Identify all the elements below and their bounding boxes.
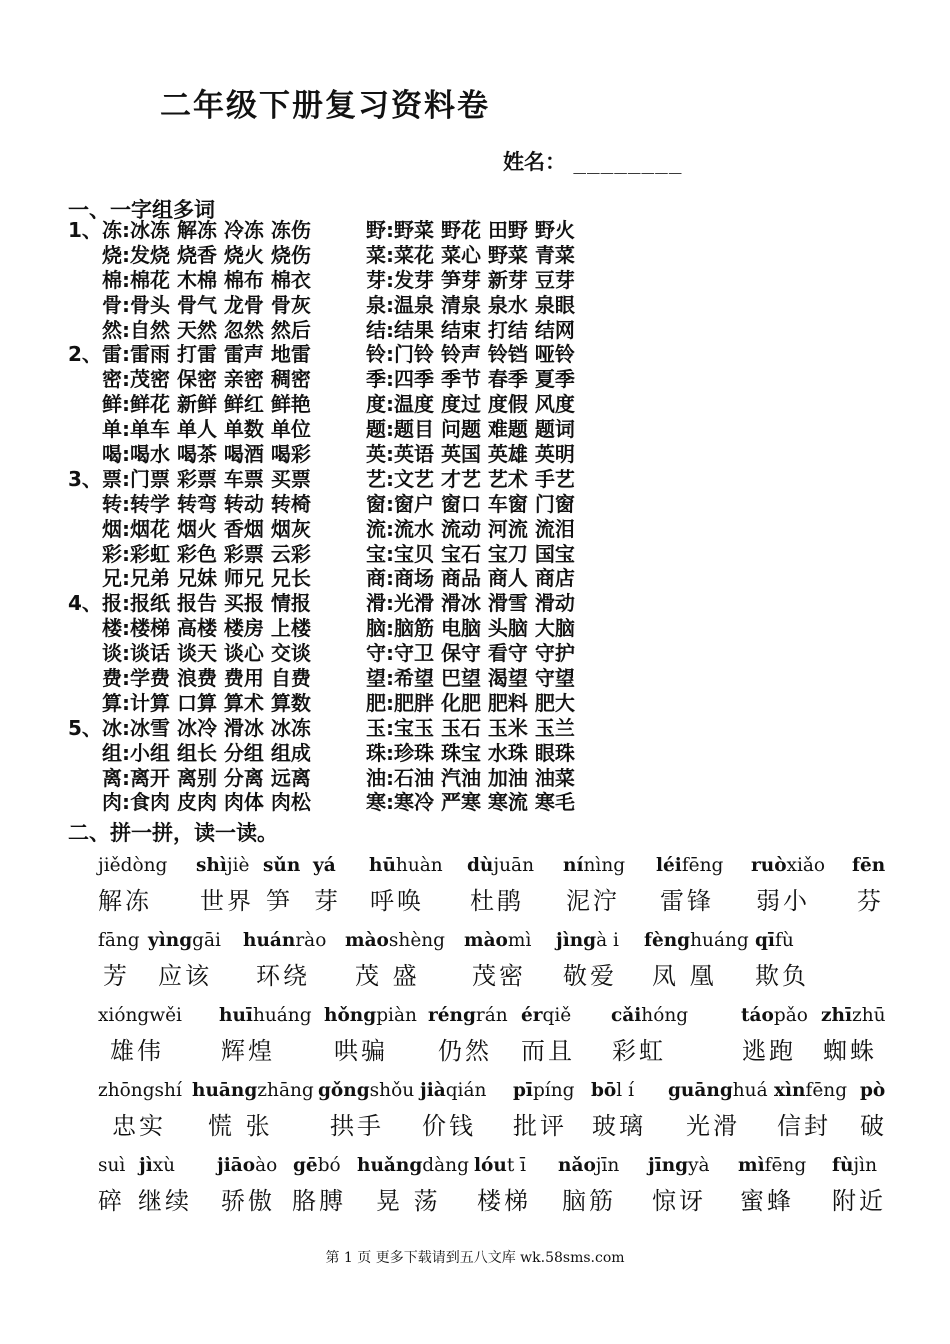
pinyin-normal-part: nìng — [583, 855, 626, 876]
pinyin-normal-part: xióngwěi — [98, 1005, 182, 1026]
pinyin-bold-part: bō — [591, 1080, 617, 1101]
vocab-right-entry: 题:题目 问题 难题 题词 — [366, 417, 575, 442]
vocab-left-entry: 彩:彩虹 彩色 彩票 云彩 — [102, 541, 311, 566]
pinyin-bold-part: jì — [139, 1155, 153, 1176]
vocab-row — [68, 392, 628, 417]
hanzi-word: 世界 — [200, 887, 254, 915]
vocab-left-entry: 票:门票 彩票 车票 买票 — [102, 466, 311, 491]
hanzi-word: 蜜蜂 — [740, 1187, 794, 1215]
pinyin-item — [345, 930, 445, 951]
pinyin-normal-part: rào — [295, 930, 327, 951]
vocab-right-entry: 商:商场 商品 商人 商店 — [366, 566, 575, 591]
vocab-right-entry: 季:四季 季节 春季 夏季 — [366, 367, 575, 392]
pinyin-item — [648, 1155, 710, 1176]
pinyin-normal-part: qiě — [542, 1005, 572, 1026]
vocab-row — [68, 566, 628, 591]
vocab-right-entry: 寒:寒冷 严寒 寒流 寒毛 — [366, 790, 575, 815]
pinyin-bold-part: xìn — [774, 1080, 806, 1101]
vocab-row — [68, 716, 628, 741]
vocab-right-entry: 野:野菜 野花 田野 野火 — [366, 218, 575, 242]
vocab-left-entry: 密:茂密 保密 亲密 稠密 — [102, 367, 311, 392]
vocab-row — [68, 417, 628, 442]
hanzi-word: 逃跑 — [742, 1037, 796, 1065]
vocab-right-entry: 望:希望 巴望 渴望 守望 — [366, 666, 575, 691]
vocab-left-entry: 骨:骨头 骨气 龙骨 骨灰 — [102, 292, 311, 317]
hanzi-word: 玻璃 — [592, 1112, 646, 1140]
hanzi-line — [0, 881, 950, 915]
pinyin-normal-part: ào — [255, 1155, 278, 1176]
pinyin-bold-part: nǎo — [558, 1155, 596, 1176]
vocab-left-entry: 楼:楼梯 高楼 楼房 上楼 — [102, 616, 311, 641]
pinyin-bold-part: fèng — [644, 930, 691, 951]
pinyin-bold-part: fù — [832, 1155, 854, 1176]
pinyin-bold-part: jīng — [648, 1155, 689, 1176]
pinyin-item — [556, 930, 619, 951]
pinyin-item — [263, 855, 300, 876]
pinyin-line — [0, 855, 950, 881]
pinyin-item — [558, 1155, 619, 1176]
pinyin-item — [464, 930, 531, 951]
pinyin-normal-part: pǎo — [773, 1005, 808, 1026]
pinyin-bold-part: cǎi — [611, 1005, 642, 1026]
page-footer: 第 1 页 更多下载请到五八文库 wk.58sms.com — [325, 1250, 625, 1266]
vocab-right-entry: 脑:脑筋 电脑 头脑 大脑 — [366, 616, 575, 641]
pinyin-item — [563, 855, 625, 876]
hanzi-word: 彩虹 — [612, 1037, 666, 1065]
pinyin-line — [0, 1155, 950, 1181]
vocab-right-entry: 油:石油 汽油 加油 油菜 — [366, 765, 575, 790]
hanzi-word: 光滑 — [686, 1112, 740, 1140]
pinyin-item — [369, 855, 443, 876]
pinyin-item — [98, 1155, 125, 1176]
vocab-right-entry: 芽:发芽 笋芽 新芽 豆芽 — [366, 267, 575, 292]
pinyin-normal-part: zhōngshí — [98, 1080, 182, 1101]
vocab-row — [68, 542, 628, 567]
pinyin-bold-part: gē — [293, 1155, 318, 1176]
vocab-left-entry: 雷:雷雨 打雷 雷声 地雷 — [102, 342, 311, 367]
hanzi-word: 芽 — [314, 887, 341, 915]
pinyin-item — [860, 1080, 885, 1101]
vocab-left-entry: 组:小组 组长 分组 组成 — [102, 740, 311, 765]
vocab-left-entry: 算:计算 口算 算术 算数 — [102, 690, 311, 715]
pinyin-normal-part: juān — [493, 855, 534, 876]
pinyin-bold-part: qī — [755, 930, 775, 951]
pinyin-normal-part: jìn — [853, 1155, 877, 1176]
pinyin-bold-part: sǔn — [263, 855, 301, 876]
pinyin-item — [293, 1155, 341, 1176]
hanzi-line — [0, 956, 950, 990]
vocab-left-entry: 烟:烟花 烟火 香烟 烟灰 — [102, 516, 311, 541]
vocab-left-entry: 转:转学 转弯 转动 转椅 — [102, 491, 311, 516]
vocab-right-entry: 结:结果 结束 打结 结网 — [366, 317, 575, 342]
pinyin-item — [324, 1005, 417, 1026]
name-blank: ________ — [573, 150, 683, 174]
pinyin-group — [0, 1155, 950, 1215]
vocab-left-entry: 单:单车 单人 单数 单位 — [102, 417, 311, 442]
pinyin-item — [751, 855, 825, 876]
vocab-row — [68, 442, 628, 467]
vocab-right-entry: 窗:窗户 窗口 车窗 门窗 — [366, 491, 575, 516]
pinyin-bold-part: mào — [464, 930, 508, 951]
vocab-row-number: 5、 — [68, 715, 102, 740]
vocab-left-entry: 喝:喝水 喝茶 喝酒 喝彩 — [102, 442, 311, 467]
hanzi-word: 仍然 — [438, 1037, 492, 1065]
hanzi-word: 雷锋 — [660, 887, 714, 915]
pinyin-bold-part: mào — [345, 930, 389, 951]
pinyin-line — [0, 1080, 950, 1106]
pinyin-bold-part: pò — [860, 1080, 886, 1101]
vocab-row — [68, 342, 628, 367]
hanzi-word: 笋 — [266, 887, 293, 915]
pinyin-item — [217, 1155, 277, 1176]
hanzi-word: 楼梯 — [477, 1187, 531, 1215]
pinyin-normal-part: l í — [616, 1080, 634, 1101]
pinyin-normal-part: zhāng — [257, 1080, 314, 1101]
pinyin-bold-part: táo — [741, 1005, 774, 1026]
pinyin-bold-part: yìng — [148, 930, 193, 951]
pinyin-group — [0, 930, 950, 990]
hanzi-word: 价钱 — [422, 1112, 476, 1140]
pinyin-normal-part: piàn — [376, 1005, 417, 1026]
hanzi-word: 凤 凰 — [652, 962, 717, 990]
pinyin-normal-part: jīn — [595, 1155, 620, 1176]
vocab-left-entry: 棉:棉花 木棉 棉布 棉衣 — [102, 267, 311, 292]
pinyin-line — [0, 1005, 950, 1031]
hanzi-word: 欺负 — [755, 962, 809, 990]
vocab-left-entry: 冰:冰雪 冰冷 滑冰 冰冻 — [102, 715, 311, 740]
vocab-row — [68, 790, 628, 815]
vocab-left-entry: 兄:兄弟 兄妹 师兄 兄长 — [102, 566, 311, 591]
hanzi-word: 忠实 — [112, 1112, 166, 1140]
pinyin-bold-part: ruò — [751, 855, 787, 876]
pinyin-normal-part: fāng — [98, 930, 140, 951]
pinyin-item — [474, 1155, 526, 1176]
pinyin-normal-part: rán — [475, 1005, 508, 1026]
vocab-row — [68, 268, 628, 293]
hanzi-word: 骄傲 — [221, 1187, 275, 1215]
pinyin-normal-part: shǒu — [369, 1080, 415, 1101]
pinyin-normal-part: fēng — [764, 1155, 807, 1176]
pinyin-normal-part: suì — [98, 1155, 126, 1176]
pinyin-item — [98, 1080, 182, 1101]
vocab-row — [68, 591, 628, 616]
hanzi-word: 附近 — [832, 1187, 886, 1215]
pinyin-normal-part: fù — [774, 930, 794, 951]
pinyin-item — [357, 1155, 469, 1176]
vocab-left-entry: 费:学费 浪费 费用 自费 — [102, 666, 311, 691]
hanzi-word: 蜘蛛 — [823, 1037, 877, 1065]
vocab-right-entry: 英:英语 英国 英雄 英明 — [366, 442, 575, 467]
hanzi-word: 雄伟 — [110, 1037, 164, 1065]
pinyin-normal-part: jiè — [226, 855, 250, 876]
pinyin-normal-part: huá — [732, 1080, 768, 1101]
pinyin-item — [521, 1005, 571, 1026]
pinyin-normal-part: huáng — [252, 1005, 312, 1026]
vocab-left-entry: 冻:冰冻 解冻 冷冻 冻伤 — [102, 218, 311, 242]
vocab-right-entry: 珠:珍珠 珠宝 水珠 眼珠 — [366, 740, 575, 765]
pinyin-item — [821, 1005, 886, 1026]
pinyin-item — [591, 1080, 634, 1101]
pinyin-group — [0, 1005, 950, 1065]
pinyin-normal-part: gāi — [192, 930, 221, 951]
pinyin-item — [313, 855, 336, 876]
hanzi-word: 茂密 — [472, 962, 526, 990]
pinyin-normal-part: xù — [152, 1155, 176, 1176]
pinyin-bold-part: dù — [467, 855, 494, 876]
pinyin-bold-part: jiāo — [217, 1155, 256, 1176]
pinyin-item — [196, 855, 250, 876]
pinyin-line — [0, 930, 950, 956]
pinyin-bold-part: huī — [219, 1005, 253, 1026]
pinyin-item — [98, 930, 140, 951]
pinyin-item — [148, 930, 221, 951]
vocab-row — [68, 766, 628, 791]
pinyin-normal-part: zhū — [851, 1005, 886, 1026]
pinyin-item — [738, 1155, 806, 1176]
pinyin-bold-part: hǒng — [324, 1005, 377, 1026]
pinyin-normal-part: à i — [596, 930, 619, 951]
hanzi-word: 辉煌 — [221, 1037, 275, 1065]
pinyin-normal-part: píng — [532, 1080, 575, 1101]
vocab-right-entry: 滑:光滑 滑冰 滑雪 滑动 — [366, 591, 575, 616]
pinyin-bold-part: lóu — [474, 1155, 507, 1176]
pinyin-group — [0, 855, 950, 915]
hanzi-word: 应该 — [158, 962, 212, 990]
pinyin-normal-part: qián — [445, 1080, 487, 1101]
pinyin-normal-part: hóng — [641, 1005, 689, 1026]
hanzi-word: 破 — [860, 1112, 887, 1140]
vocab-row — [68, 367, 628, 392]
vocab-row — [68, 641, 628, 666]
pinyin-item — [98, 855, 167, 876]
hanzi-line — [0, 1181, 950, 1215]
vocab-row-number: 4、 — [68, 591, 102, 616]
pinyin-bold-part: réng — [428, 1005, 476, 1026]
hanzi-line — [0, 1106, 950, 1140]
page-title: 二年级下册复习资料卷 — [160, 88, 490, 124]
hanzi-word: 脑筋 — [562, 1187, 616, 1215]
vocab-left-entry: 烧:发烧 烧香 烧火 烧伤 — [102, 242, 311, 267]
pinyin-bold-part: hū — [369, 855, 396, 876]
hanzi-word: 杜鹃 — [470, 887, 524, 915]
vocab-row-number: 2、 — [68, 342, 102, 367]
pinyin-bold-part: huán — [243, 930, 296, 951]
pinyin-bold-part: mì — [738, 1155, 765, 1176]
pinyin-item — [656, 855, 723, 876]
pinyin-normal-part: xiǎo — [786, 855, 826, 876]
pinyin-bold-part: guāng — [668, 1080, 733, 1101]
vocab-row — [68, 492, 628, 517]
pinyin-item — [219, 1005, 312, 1026]
pinyin-item — [420, 1080, 486, 1101]
vocab-right-entry: 度:温度 度过 度假 风度 — [366, 392, 575, 417]
pinyin-item — [774, 1080, 847, 1101]
pinyin-normal-part: fēng — [805, 1080, 848, 1101]
section2-heading: 二、拼一拼，读一读。 — [68, 821, 278, 845]
hanzi-word: 批评 — [513, 1112, 567, 1140]
vocab-left-entry: 报:报纸 报告 买报 情报 — [102, 591, 311, 616]
hanzi-word: 拱手 — [330, 1112, 384, 1140]
hanzi-line — [0, 1031, 950, 1065]
vocab-row — [68, 691, 628, 716]
pinyin-bold-part: yá — [313, 855, 336, 876]
vocab-row — [68, 318, 628, 343]
hanzi-word: 晃 荡 — [376, 1187, 441, 1215]
pinyin-normal-part: bó — [317, 1155, 341, 1176]
vocab-row — [68, 218, 628, 243]
pinyin-item — [852, 855, 885, 876]
hanzi-word: 敬爱 — [563, 962, 617, 990]
pinyin-item — [243, 930, 326, 951]
pinyin-bold-part: huǎng — [357, 1155, 423, 1176]
pinyin-bold-part: zhī — [821, 1005, 852, 1026]
vocab-row — [68, 616, 628, 641]
pinyin-group — [0, 1080, 950, 1140]
name-field — [503, 146, 682, 176]
hanzi-word: 哄骗 — [334, 1037, 388, 1065]
vocab-row — [68, 666, 628, 691]
pinyin-item — [428, 1005, 508, 1026]
hanzi-word: 胳膊 — [292, 1187, 346, 1215]
pinyin-normal-part: shèng — [388, 930, 446, 951]
vocab-right-entry: 菜:菜花 菜心 野菜 青菜 — [366, 242, 575, 267]
hanzi-word: 芬 — [857, 887, 884, 915]
name-label: 姓名： — [503, 150, 566, 174]
pinyin-item — [832, 1155, 877, 1176]
vocab-row — [68, 243, 628, 268]
vocab-right-entry: 守:守卫 保守 看守 守护 — [366, 641, 575, 666]
pinyin-normal-part: jiědòng — [98, 855, 168, 876]
pinyin-item — [467, 855, 534, 876]
pinyin-bold-part: ér — [521, 1005, 543, 1026]
vocab-left-entry: 然:自然 天然 忽然 然后 — [102, 317, 311, 342]
pinyin-item — [513, 1080, 575, 1101]
vocab-row — [68, 741, 628, 766]
pinyin-bold-part: pī — [513, 1080, 533, 1101]
vocab-left-entry: 肉:食肉 皮肉 肉体 肉松 — [102, 790, 311, 815]
pinyin-item — [318, 1080, 414, 1101]
pinyin-normal-part: fēng — [681, 855, 724, 876]
vocab-right-entry: 艺:文艺 才艺 艺术 手艺 — [366, 466, 575, 491]
hanzi-word: 而且 — [521, 1037, 575, 1065]
vocab-right-entry: 泉:温泉 清泉 泉水 泉眼 — [366, 292, 575, 317]
pinyin-bold-part: huāng — [192, 1080, 258, 1101]
pinyin-item — [192, 1080, 314, 1101]
pinyin-item — [139, 1155, 175, 1176]
pinyin-bold-part: gǒng — [318, 1080, 370, 1101]
pinyin-item — [611, 1005, 688, 1026]
hanzi-word: 信封 — [777, 1112, 831, 1140]
pinyin-item — [755, 930, 794, 951]
vocab-row — [68, 517, 628, 542]
hanzi-word: 弱小 — [756, 887, 810, 915]
hanzi-word: 慌 张 — [208, 1112, 273, 1140]
vocab-left-entry: 离:离开 离别 分离 远离 — [102, 765, 311, 790]
pinyin-item — [668, 1080, 768, 1101]
pinyin-item — [644, 930, 749, 951]
hanzi-word: 茂 盛 — [355, 962, 420, 990]
vocab-left-entry: 谈:谈话 谈天 谈心 交谈 — [102, 641, 311, 666]
vocab-row — [68, 293, 628, 318]
hanzi-word: 芳 — [103, 962, 130, 990]
hanzi-word: 呼唤 — [370, 887, 424, 915]
hanzi-word: 继续 — [138, 1187, 192, 1215]
pinyin-bold-part: jià — [420, 1080, 446, 1101]
pinyin-normal-part: huàn — [395, 855, 443, 876]
vocab-right-entry: 宝:宝贝 宝石 宝刀 国宝 — [366, 541, 575, 566]
pinyin-item — [741, 1005, 808, 1026]
pinyin-bold-part: jìng — [556, 930, 597, 951]
pinyin-normal-part: huáng — [690, 930, 749, 951]
hanzi-word: 惊讶 — [652, 1187, 706, 1215]
hanzi-word: 环绕 — [256, 962, 310, 990]
vocab-right-entry: 肥:肥胖 化肥 肥料 肥大 — [366, 690, 575, 715]
hanzi-word: 解冻 — [98, 887, 152, 915]
vocab-row-number: 1、 — [68, 218, 102, 242]
vocab-list — [68, 218, 628, 815]
pinyin-bold-part: léi — [656, 855, 682, 876]
hanzi-word: 泥泞 — [566, 887, 620, 915]
pinyin-normal-part: mì — [507, 930, 532, 951]
vocab-row-number: 3、 — [68, 466, 102, 491]
vocab-row — [68, 467, 628, 492]
pinyin-normal-part: yà — [688, 1155, 710, 1176]
pinyin-bold-part: shì — [196, 855, 227, 876]
section1-heading: 一、一字组多词 — [68, 198, 215, 222]
pinyin-normal-part: dàng — [422, 1155, 469, 1176]
pinyin-bold-part: fēn — [852, 855, 886, 876]
vocab-right-entry: 铃:门铃 铃声 铃铛 哑铃 — [366, 342, 575, 367]
pinyin-bold-part: ní — [563, 855, 584, 876]
pinyin-normal-part: t ī — [506, 1155, 527, 1176]
vocab-left-entry: 鲜:鲜花 新鲜 鲜红 鲜艳 — [102, 392, 311, 417]
vocab-right-entry: 流:流水 流动 河流 流泪 — [366, 516, 575, 541]
pinyin-item — [98, 1005, 182, 1026]
vocab-right-entry: 玉:宝玉 玉石 玉米 玉兰 — [366, 715, 575, 740]
hanzi-word: 碎 — [98, 1187, 125, 1215]
